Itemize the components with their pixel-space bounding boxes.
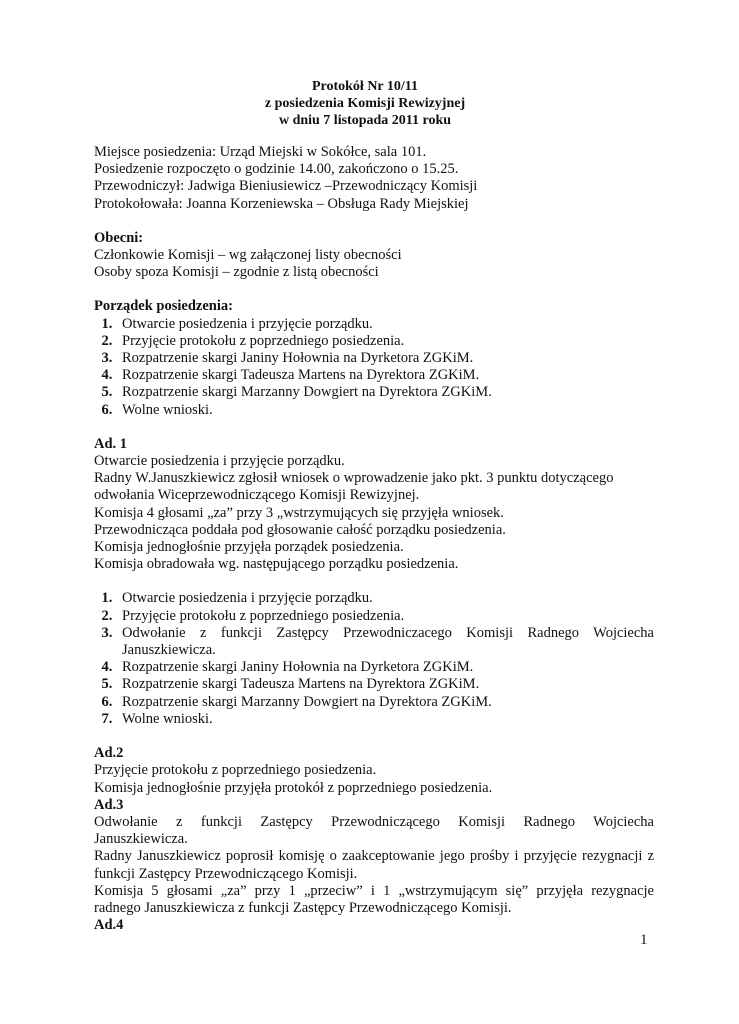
document-body	[94, 144, 654, 934]
ad2-heading: Ad.2	[94, 745, 124, 762]
meeting-recorder: Protokołowała: Joanna Korzeniewska – Obsługa Rady Miejskiej	[94, 195, 469, 212]
ad1-paragraph-2a: Radny W.Januszkiewicz zgłosił wniosek o wprowadzenie jako pkt. 3 punktu dotyczącego	[94, 470, 614, 487]
ad3-paragraph-1b: Januszkiewicza.	[94, 831, 188, 848]
revised-agenda-item: 4. Rozpatrzenie skargi Janiny Hołownia na Dyrketora ZGKiM.	[116, 659, 654, 676]
agenda-item: 5. Rozpatrzenie skargi Marzanny Dowgiert na Dyrektora ZGKiM.	[116, 384, 654, 401]
ad1-paragraph-2b: odwołania Wiceprzewodniczącego Komisji Rewizyjnej.	[94, 487, 420, 504]
revised-agenda-item-3-text: 3. Odwołanie z funkcji Zastępcy Przewodniczacego Komisji Radnego Wojciecha	[122, 624, 654, 641]
title-line-2: z posiedzenia Komisji Rewizyjnej	[264, 96, 466, 111]
title-line-3: w dniu 7 listopada 2011 roku	[278, 113, 452, 128]
ad3-paragraph-2a: Radny Januszkiewicz poprosił komisję o zaakceptowanie jego prośby i przyjęcie rezygnacji z	[94, 848, 654, 865]
attendees-guests: Osoby spoza Komisji – zgodnie z listą obecności	[94, 264, 379, 281]
agenda-item: 2. Przyjęcie protokołu z poprzedniego posiedzenia.	[116, 333, 654, 350]
ad1-paragraph-3: Komisja 4 głosami „za” przy 3 „wstrzymujących się przyjęła wniosek.	[94, 504, 504, 521]
agenda-item: 1. Otwarcie posiedzenia i przyjęcie porządku.	[116, 316, 654, 333]
attendees-section	[94, 230, 654, 282]
ad4-section	[94, 917, 654, 934]
agenda-section	[94, 298, 654, 418]
ad2-section	[94, 745, 654, 797]
revised-agenda-item: 2. Przyjęcie protokołu z poprzedniego posiedzenia.	[116, 608, 654, 625]
ad2-paragraph-1: Przyjęcie protokołu z poprzedniego posiedzenia.	[94, 762, 377, 779]
revised-agenda-item: 5. Rozpatrzenie skargi Tadeusza Martens na Dyrektora ZGKiM.	[116, 676, 654, 693]
ad3-paragraph-3b: radnego Januszkiewicza z funkcji Zastępcy Przewodniczącego Komisji.	[94, 899, 512, 916]
document-title	[230, 78, 500, 129]
ad3-paragraph-2b: funkcji Zastępcy Przewodniczącego Komisji.	[94, 865, 358, 882]
ad3-paragraph-3a: Komisja 5 głosami „za” przy 1 „przeciw” i 1 „wstrzymującym się” przyjęła rezygnacje	[94, 882, 654, 899]
revised-agenda-item	[116, 625, 654, 659]
agenda-heading: Porządek posiedzenia:	[94, 298, 233, 315]
meeting-info	[94, 144, 654, 213]
revised-agenda-item: 6. Rozpatrzenie skargi Marzanny Dowgiert na Dyrektora ZGKiM.	[116, 694, 654, 711]
ad1-paragraph-4: Przewodnicząca poddała pod głosowanie całość porządku posiedzenia.	[94, 521, 506, 538]
agenda-item: 4. Rozpatrzenie skargi Tadeusza Martens na Dyrektora ZGKiM.	[116, 367, 654, 384]
page-number: 1	[640, 932, 648, 948]
agenda-item: 3. Rozpatrzenie skargi Janiny Hołownia na Dyrketora ZGKiM.	[116, 350, 654, 367]
meeting-chair: Przewodniczył: Jadwiga Bieniusiewicz –Przewodniczący Komisji	[94, 178, 478, 195]
attendees-heading: Obecni:	[94, 229, 144, 246]
ad2-paragraph-2: Komisja jednogłośnie przyjęła protokół z poprzedniego posiedzenia.	[94, 779, 493, 796]
ad3-heading: Ad.3	[94, 796, 124, 813]
revised-agenda-item: 7. Wolne wnioski.	[116, 711, 654, 728]
ad3-paragraph-1a: Odwołanie z funkcji Zastępcy Przewodniczącego Komisji Radnego Wojciecha	[94, 813, 654, 830]
ad1-section	[94, 436, 654, 574]
ad1-heading: Ad. 1	[94, 435, 128, 452]
ad1-paragraph-6: Komisja obradowała wg. następującego porządku posiedzenia.	[94, 556, 459, 573]
attendees-members: Członkowie Komisji – wg załączonej listy obecności	[94, 247, 402, 264]
title-line-1: Protokół Nr 10/11	[311, 79, 419, 94]
ad3-section	[94, 797, 654, 917]
meeting-hours: Posiedzenie rozpoczęto o godzinie 14.00, zakończono o 15.25.	[94, 161, 459, 178]
meeting-place: Miejsce posiedzenia: Urząd Miejski w Sokółce, sala 101.	[94, 144, 427, 160]
agenda-item: 6. Wolne wnioski.	[116, 402, 654, 419]
revised-agenda-item-3-cont: Januszkiewicza.	[122, 642, 216, 659]
agenda-list	[94, 316, 654, 419]
ad4-heading: Ad.4	[94, 917, 124, 934]
ad1-paragraph-5: Komisja jednogłośnie przyjęła porządek posiedzenia.	[94, 539, 404, 556]
ad1-paragraph-1: Otwarcie posiedzenia i przyjęcie porządku.	[94, 453, 345, 470]
revised-agenda-item: 1. Otwarcie posiedzenia i przyjęcie porządku.	[116, 590, 654, 607]
revised-agenda-list	[94, 590, 654, 728]
